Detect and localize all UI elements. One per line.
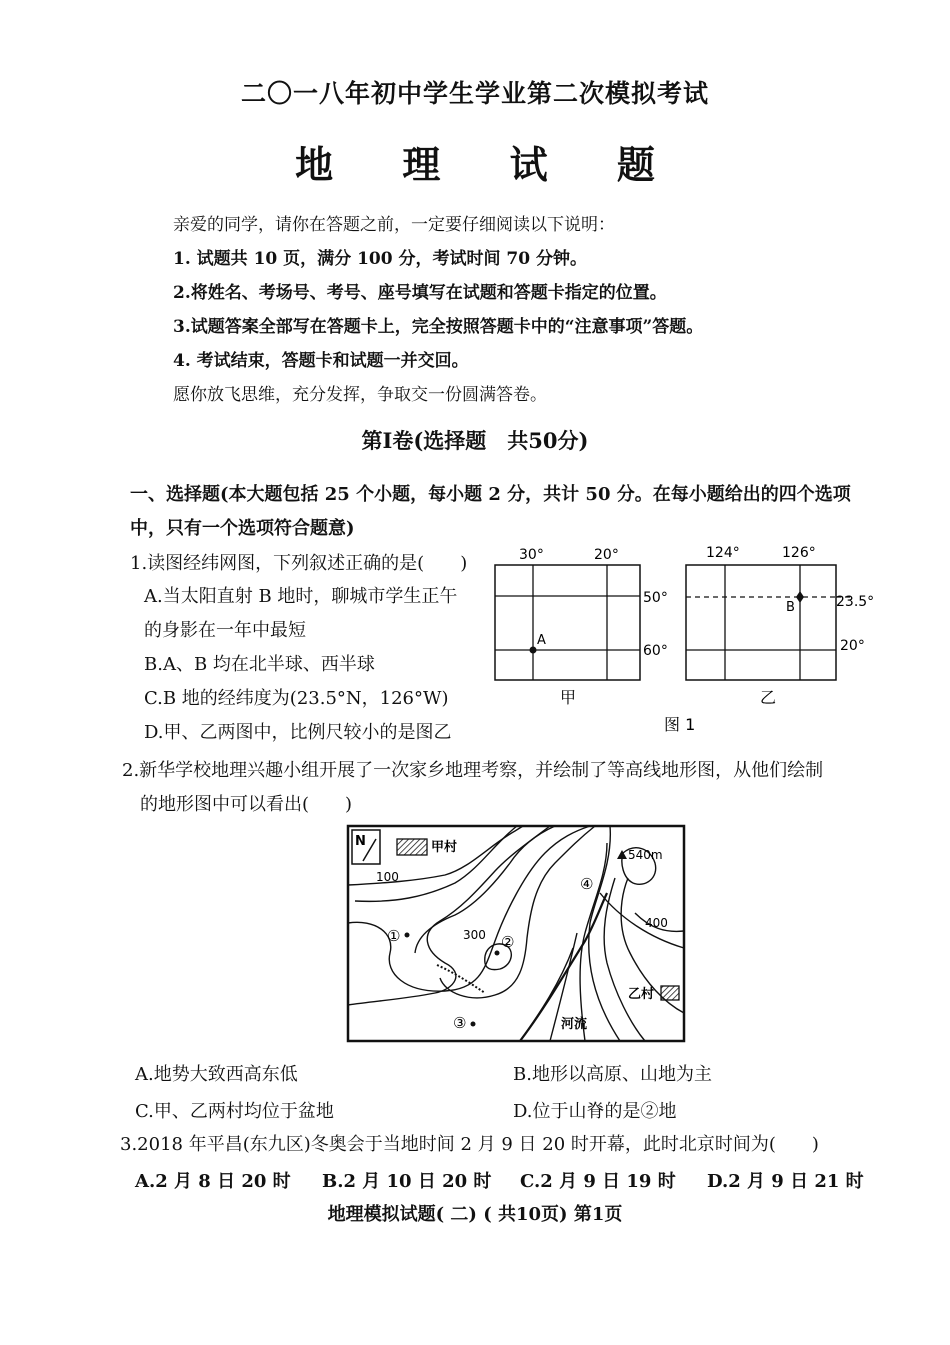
contour-label-300: 300 <box>463 928 486 942</box>
figure-1-graticules <box>490 540 890 740</box>
point-a-label: A <box>537 633 546 648</box>
q2-option-b: B.地形以高原、山地为主 <box>513 1064 712 1085</box>
marker-1: ① <box>387 927 401 945</box>
q1-option-a-line1: A.当太阳直射 B 地时，聊城市学生正午 <box>144 586 458 607</box>
point-b-marker <box>796 591 804 603</box>
point-a-marker <box>530 647 537 654</box>
q3-option-b: B.2 月 10 日 20 时 <box>322 1171 492 1192</box>
instruction-item-4: 4. 考试结束，答题卡和试题一并交回。 <box>173 351 469 371</box>
q2-stem-line2: 的地形图中可以看出( ) <box>140 794 353 815</box>
instruction-item-3: 3.试题答案全部写在答题卡上，完全按照答题卡中的“注意事项”答题。 <box>173 317 704 337</box>
village-yi-label: 乙村 <box>628 987 655 1002</box>
q1-option-a-line2: 的身影在一年中最短 <box>144 620 306 641</box>
north-label: N <box>355 834 366 849</box>
yi-top-label-1: 124° <box>706 545 740 561</box>
q2-option-c: C.甲、乙两村均位于盆地 <box>135 1101 334 1122</box>
jia-top-label-2: 20° <box>594 547 619 563</box>
peak-elevation: 540m <box>628 848 663 862</box>
jia-top-label-1: 30° <box>519 547 544 563</box>
q1-option-b: B.A、B 均在北半球、西半球 <box>144 654 375 675</box>
river-label: 河流 <box>561 1017 588 1032</box>
yi-top-label-2: 126° <box>782 545 816 561</box>
q3-option-d: D.2 月 9 日 21 时 <box>707 1171 864 1192</box>
jia-side-label-1: 50° <box>643 590 668 606</box>
yi-side-label-1: 23.5° <box>836 594 875 610</box>
q1-stem: 1.读图经纬网图，下列叙述正确的是( ) <box>130 553 468 574</box>
marker-2: ② <box>501 933 515 951</box>
page-footer: 地理模拟试题( 二) ( 共10页) 第1页 <box>327 1204 623 1225</box>
instructions-closing: 愿你放飞思维，充分发挥，争取交一份圆满答卷。 <box>173 385 547 405</box>
village-jia-label: 甲村 <box>431 840 458 855</box>
section-title: 第Ⅰ卷(选择题 共50分) <box>361 428 589 453</box>
village-jia-symbol <box>397 839 427 855</box>
contour-map <box>345 823 689 1045</box>
q2-option-a: A.地势大致西高东低 <box>135 1064 298 1085</box>
contour-label-400: 400 <box>645 916 668 930</box>
q1-option-d: D.甲、乙两图中，比例尺较小的是图乙 <box>144 722 452 743</box>
q3-option-c: C.2 月 9 日 19 时 <box>520 1171 676 1192</box>
jia-name: 甲 <box>560 688 577 707</box>
graticule-jia <box>495 547 668 707</box>
contour-label-100: 100 <box>376 870 399 884</box>
q2-stem-line1: 2.新华学校地理兴趣小组开展了一次家乡地理考察，并绘制了等高线地形图，从他们绘制 <box>122 760 824 781</box>
part-heading-line2: 中，只有一个选项符合题意) <box>130 518 355 539</box>
q2-option-d: D.位于山脊的是②地 <box>513 1101 677 1122</box>
marker-3: ③ <box>453 1014 467 1032</box>
village-yi-symbol <box>661 986 679 1000</box>
figure-1-caption: 图 1 <box>664 715 696 734</box>
part-heading-line1: 一、选择题(本大题包括 25 个小题，每小题 2 分，共计 50 分。在每小题给出的四个选项 <box>130 484 851 505</box>
jia-side-label-2: 60° <box>643 643 668 659</box>
exam-title: 二〇一八年初中学生学业第二次模拟考试 <box>240 79 709 108</box>
yi-side-label-2: 20° <box>840 638 865 654</box>
instructions-intro: 亲爱的同学，请你在答题之前，一定要仔细阅读以下说明： <box>173 215 615 235</box>
graticule-yi <box>686 545 874 707</box>
marker-4: ④ <box>580 875 594 893</box>
subject-title: 地 理 试 题 <box>295 142 683 187</box>
instruction-item-1: 1. 试题共 10 页，满分 100 分，考试时间 70 分钟。 <box>173 249 587 269</box>
yi-name: 乙 <box>760 688 777 707</box>
instruction-item-2: 2.将姓名、考场号、考号、座号填写在试题和答题卡指定的位置。 <box>173 283 667 303</box>
q3-option-a: A.2 月 8 日 20 时 <box>135 1171 291 1192</box>
point-b-label: B <box>786 600 795 615</box>
q3-stem: 3.2018 年平昌(东九区)冬奥会于当地时间 2 月 9 日 20 时开幕，此时北京时间为( ) <box>120 1134 819 1155</box>
q1-option-c: C.B 地的经纬度为(23.5°N，126°W) <box>144 688 449 709</box>
